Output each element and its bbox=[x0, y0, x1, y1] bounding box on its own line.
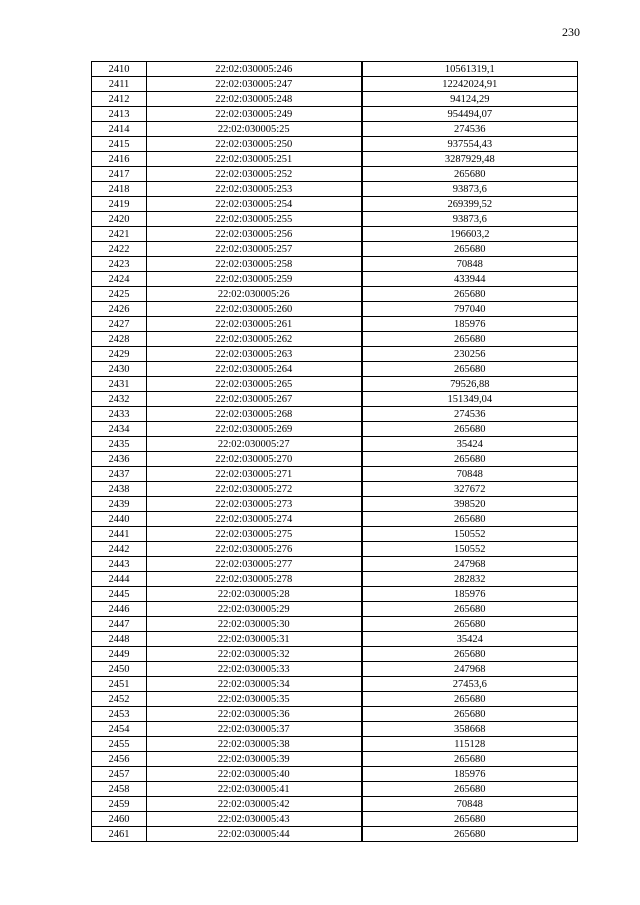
cadastral-value-cell: 274536 bbox=[362, 122, 578, 137]
cadastral-value-cell: 185976 bbox=[362, 587, 578, 602]
table-row bbox=[92, 752, 578, 767]
cadastral-number-cell: 22:02:030005:258 bbox=[147, 257, 362, 272]
cadastral-value-cell: 247968 bbox=[362, 557, 578, 572]
table-row bbox=[92, 617, 578, 632]
cadastral-value-cell: 10561319,1 bbox=[362, 62, 578, 77]
row-number-cell: 2449 bbox=[92, 647, 147, 662]
cadastral-value-cell: 265680 bbox=[362, 692, 578, 707]
row-number-cell: 2458 bbox=[92, 782, 147, 797]
table-row bbox=[92, 602, 578, 617]
row-number-cell: 2436 bbox=[92, 452, 147, 467]
row-number-cell: 2415 bbox=[92, 137, 147, 152]
cadastral-number-cell: 22:02:030005:261 bbox=[147, 317, 362, 332]
cadastral-value-cell: 27453,6 bbox=[362, 677, 578, 692]
cadastral-value-cell: 230256 bbox=[362, 347, 578, 362]
cadastral-value-cell: 274536 bbox=[362, 407, 578, 422]
row-number-cell: 2441 bbox=[92, 527, 147, 542]
cadastral-value-cell: 12242024,91 bbox=[362, 77, 578, 92]
cadastral-value-cell: 93873,6 bbox=[362, 212, 578, 227]
row-number-cell: 2414 bbox=[92, 122, 147, 137]
cadastral-value-cell: 265680 bbox=[362, 617, 578, 632]
cadastral-value-cell: 265680 bbox=[362, 452, 578, 467]
row-number-cell: 2413 bbox=[92, 107, 147, 122]
cadastral-value-cell: 265680 bbox=[362, 167, 578, 182]
cadastral-number-cell: 22:02:030005:40 bbox=[147, 767, 362, 782]
cadastral-number-cell: 22:02:030005:43 bbox=[147, 812, 362, 827]
cadastral-value-cell: 150552 bbox=[362, 542, 578, 557]
cadastral-value-table bbox=[91, 61, 578, 842]
cadastral-number-cell: 22:02:030005:249 bbox=[147, 107, 362, 122]
table-row bbox=[92, 182, 578, 197]
table-row bbox=[92, 467, 578, 482]
row-number-cell: 2448 bbox=[92, 632, 147, 647]
row-number-cell: 2426 bbox=[92, 302, 147, 317]
cadastral-number-cell: 22:02:030005:259 bbox=[147, 272, 362, 287]
row-number-cell: 2450 bbox=[92, 662, 147, 677]
cadastral-value-cell: 265680 bbox=[362, 602, 578, 617]
row-number-cell: 2430 bbox=[92, 362, 147, 377]
cadastral-value-cell: 185976 bbox=[362, 767, 578, 782]
cadastral-value-cell: 265680 bbox=[362, 287, 578, 302]
row-number-cell: 2434 bbox=[92, 422, 147, 437]
row-number-cell: 2416 bbox=[92, 152, 147, 167]
table-row bbox=[92, 542, 578, 557]
cadastral-number-cell: 22:02:030005:262 bbox=[147, 332, 362, 347]
table-row bbox=[92, 197, 578, 212]
table-row bbox=[92, 437, 578, 452]
cadastral-number-cell: 22:02:030005:32 bbox=[147, 647, 362, 662]
row-number-cell: 2459 bbox=[92, 797, 147, 812]
table-row bbox=[92, 782, 578, 797]
row-number-cell: 2452 bbox=[92, 692, 147, 707]
table-row bbox=[92, 332, 578, 347]
row-number-cell: 2447 bbox=[92, 617, 147, 632]
row-number-cell: 2422 bbox=[92, 242, 147, 257]
cadastral-value-cell: 265680 bbox=[362, 707, 578, 722]
table-row bbox=[92, 722, 578, 737]
cadastral-number-cell: 22:02:030005:248 bbox=[147, 92, 362, 107]
cadastral-number-cell: 22:02:030005:278 bbox=[147, 572, 362, 587]
cadastral-value-cell: 70848 bbox=[362, 797, 578, 812]
cadastral-value-cell: 151349,04 bbox=[362, 392, 578, 407]
cadastral-value-cell: 282832 bbox=[362, 572, 578, 587]
cadastral-value-cell: 150552 bbox=[362, 527, 578, 542]
cadastral-number-cell: 22:02:030005:274 bbox=[147, 512, 362, 527]
table-row bbox=[92, 662, 578, 677]
row-number-cell: 2421 bbox=[92, 227, 147, 242]
cadastral-value-cell: 269399,52 bbox=[362, 197, 578, 212]
cadastral-number-cell: 22:02:030005:263 bbox=[147, 347, 362, 362]
table-row bbox=[92, 497, 578, 512]
table-row bbox=[92, 587, 578, 602]
table-row bbox=[92, 737, 578, 752]
cadastral-value-cell: 185976 bbox=[362, 317, 578, 332]
cadastral-number-cell: 22:02:030005:267 bbox=[147, 392, 362, 407]
table-row bbox=[92, 392, 578, 407]
table-row bbox=[92, 227, 578, 242]
table-row bbox=[92, 302, 578, 317]
row-number-cell: 2424 bbox=[92, 272, 147, 287]
cadastral-value-cell: 35424 bbox=[362, 437, 578, 452]
cadastral-number-cell: 22:02:030005:272 bbox=[147, 482, 362, 497]
row-number-cell: 2432 bbox=[92, 392, 147, 407]
cadastral-number-cell: 22:02:030005:27 bbox=[147, 437, 362, 452]
table-row bbox=[92, 362, 578, 377]
table-row bbox=[92, 512, 578, 527]
table-row bbox=[92, 92, 578, 107]
row-number-cell: 2419 bbox=[92, 197, 147, 212]
table-row bbox=[92, 647, 578, 662]
table-row bbox=[92, 62, 578, 77]
table-row bbox=[92, 317, 578, 332]
cadastral-number-cell: 22:02:030005:28 bbox=[147, 587, 362, 602]
cadastral-number-cell: 22:02:030005:275 bbox=[147, 527, 362, 542]
cadastral-value-cell: 937554,43 bbox=[362, 137, 578, 152]
row-number-cell: 2427 bbox=[92, 317, 147, 332]
cadastral-value-cell: 93873,6 bbox=[362, 182, 578, 197]
cadastral-number-cell: 22:02:030005:265 bbox=[147, 377, 362, 392]
cadastral-value-cell: 265680 bbox=[362, 812, 578, 827]
cadastral-number-cell: 22:02:030005:37 bbox=[147, 722, 362, 737]
table-row bbox=[92, 677, 578, 692]
cadastral-value-cell: 3287929,48 bbox=[362, 152, 578, 167]
row-number-cell: 2438 bbox=[92, 482, 147, 497]
table-row bbox=[92, 827, 578, 842]
cadastral-number-cell: 22:02:030005:39 bbox=[147, 752, 362, 767]
cadastral-value-cell: 265680 bbox=[362, 512, 578, 527]
table-row bbox=[92, 287, 578, 302]
cadastral-value-cell: 265680 bbox=[362, 362, 578, 377]
table-row bbox=[92, 527, 578, 542]
cadastral-value-cell: 265680 bbox=[362, 752, 578, 767]
table-row bbox=[92, 107, 578, 122]
cadastral-value-cell: 265680 bbox=[362, 647, 578, 662]
cadastral-value-cell: 35424 bbox=[362, 632, 578, 647]
row-number-cell: 2454 bbox=[92, 722, 147, 737]
table-row bbox=[92, 797, 578, 812]
cadastral-value-cell: 115128 bbox=[362, 737, 578, 752]
row-number-cell: 2444 bbox=[92, 572, 147, 587]
row-number-cell: 2428 bbox=[92, 332, 147, 347]
row-number-cell: 2455 bbox=[92, 737, 147, 752]
cadastral-value-cell: 265680 bbox=[362, 827, 578, 842]
row-number-cell: 2445 bbox=[92, 587, 147, 602]
table-row bbox=[92, 482, 578, 497]
cadastral-value-cell: 265680 bbox=[362, 332, 578, 347]
cadastral-value-cell: 433944 bbox=[362, 272, 578, 287]
row-number-cell: 2461 bbox=[92, 827, 147, 842]
cadastral-number-cell: 22:02:030005:38 bbox=[147, 737, 362, 752]
table-row bbox=[92, 452, 578, 467]
table-row bbox=[92, 122, 578, 137]
row-number-cell: 2412 bbox=[92, 92, 147, 107]
table-row bbox=[92, 557, 578, 572]
row-number-cell: 2437 bbox=[92, 467, 147, 482]
table-row bbox=[92, 692, 578, 707]
cadastral-number-cell: 22:02:030005:270 bbox=[147, 452, 362, 467]
cadastral-value-cell: 70848 bbox=[362, 467, 578, 482]
table-row bbox=[92, 767, 578, 782]
cadastral-number-cell: 22:02:030005:29 bbox=[147, 602, 362, 617]
row-number-cell: 2446 bbox=[92, 602, 147, 617]
table-row bbox=[92, 347, 578, 362]
cadastral-number-cell: 22:02:030005:246 bbox=[147, 62, 362, 77]
row-number-cell: 2411 bbox=[92, 77, 147, 92]
cadastral-value-cell: 398520 bbox=[362, 497, 578, 512]
cadastral-number-cell: 22:02:030005:26 bbox=[147, 287, 362, 302]
cadastral-number-cell: 22:02:030005:271 bbox=[147, 467, 362, 482]
cadastral-number-cell: 22:02:030005:252 bbox=[147, 167, 362, 182]
cadastral-number-cell: 22:02:030005:273 bbox=[147, 497, 362, 512]
cadastral-number-cell: 22:02:030005:257 bbox=[147, 242, 362, 257]
row-number-cell: 2460 bbox=[92, 812, 147, 827]
table-row bbox=[92, 152, 578, 167]
cadastral-number-cell: 22:02:030005:277 bbox=[147, 557, 362, 572]
cadastral-number-cell: 22:02:030005:41 bbox=[147, 782, 362, 797]
cadastral-value-cell: 94124,29 bbox=[362, 92, 578, 107]
cadastral-value-cell: 265680 bbox=[362, 782, 578, 797]
table-row bbox=[92, 77, 578, 92]
table-body bbox=[92, 62, 578, 842]
row-number-cell: 2429 bbox=[92, 347, 147, 362]
row-number-cell: 2433 bbox=[92, 407, 147, 422]
row-number-cell: 2431 bbox=[92, 377, 147, 392]
cadastral-value-cell: 327672 bbox=[362, 482, 578, 497]
table-row bbox=[92, 167, 578, 182]
table-row bbox=[92, 572, 578, 587]
row-number-cell: 2453 bbox=[92, 707, 147, 722]
table-row bbox=[92, 212, 578, 227]
table-row bbox=[92, 812, 578, 827]
row-number-cell: 2456 bbox=[92, 752, 147, 767]
cadastral-value-cell: 265680 bbox=[362, 242, 578, 257]
row-number-cell: 2417 bbox=[92, 167, 147, 182]
cadastral-number-cell: 22:02:030005:44 bbox=[147, 827, 362, 842]
page-number: 230 bbox=[562, 25, 580, 39]
cadastral-number-cell: 22:02:030005:247 bbox=[147, 77, 362, 92]
cadastral-number-cell: 22:02:030005:276 bbox=[147, 542, 362, 557]
cadastral-number-cell: 22:02:030005:251 bbox=[147, 152, 362, 167]
cadastral-number-cell: 22:02:030005:264 bbox=[147, 362, 362, 377]
row-number-cell: 2440 bbox=[92, 512, 147, 527]
row-number-cell: 2410 bbox=[92, 62, 147, 77]
cadastral-number-cell: 22:02:030005:33 bbox=[147, 662, 362, 677]
row-number-cell: 2451 bbox=[92, 677, 147, 692]
cadastral-number-cell: 22:02:030005:36 bbox=[147, 707, 362, 722]
table-row bbox=[92, 137, 578, 152]
cadastral-number-cell: 22:02:030005:31 bbox=[147, 632, 362, 647]
cadastral-value-cell: 70848 bbox=[362, 257, 578, 272]
cadastral-number-cell: 22:02:030005:35 bbox=[147, 692, 362, 707]
row-number-cell: 2420 bbox=[92, 212, 147, 227]
cadastral-number-cell: 22:02:030005:254 bbox=[147, 197, 362, 212]
row-number-cell: 2443 bbox=[92, 557, 147, 572]
cadastral-value-cell: 79526,88 bbox=[362, 377, 578, 392]
cadastral-number-cell: 22:02:030005:260 bbox=[147, 302, 362, 317]
table-row bbox=[92, 407, 578, 422]
cadastral-number-cell: 22:02:030005:268 bbox=[147, 407, 362, 422]
cadastral-number-cell: 22:02:030005:256 bbox=[147, 227, 362, 242]
table-row bbox=[92, 257, 578, 272]
cadastral-number-cell: 22:02:030005:42 bbox=[147, 797, 362, 812]
table-row bbox=[92, 377, 578, 392]
table-row bbox=[92, 242, 578, 257]
table-row bbox=[92, 422, 578, 437]
cadastral-number-cell: 22:02:030005:253 bbox=[147, 182, 362, 197]
cadastral-value-cell: 954494,07 bbox=[362, 107, 578, 122]
cadastral-value-cell: 797040 bbox=[362, 302, 578, 317]
row-number-cell: 2457 bbox=[92, 767, 147, 782]
table-row bbox=[92, 707, 578, 722]
table-row bbox=[92, 632, 578, 647]
cadastral-value-cell: 196603,2 bbox=[362, 227, 578, 242]
cadastral-number-cell: 22:02:030005:269 bbox=[147, 422, 362, 437]
cadastral-value-cell: 358668 bbox=[362, 722, 578, 737]
row-number-cell: 2442 bbox=[92, 542, 147, 557]
cadastral-number-cell: 22:02:030005:250 bbox=[147, 137, 362, 152]
row-number-cell: 2418 bbox=[92, 182, 147, 197]
cadastral-value-cell: 265680 bbox=[362, 422, 578, 437]
cadastral-number-cell: 22:02:030005:255 bbox=[147, 212, 362, 227]
cadastral-number-cell: 22:02:030005:25 bbox=[147, 122, 362, 137]
row-number-cell: 2435 bbox=[92, 437, 147, 452]
row-number-cell: 2439 bbox=[92, 497, 147, 512]
row-number-cell: 2423 bbox=[92, 257, 147, 272]
cadastral-number-cell: 22:02:030005:30 bbox=[147, 617, 362, 632]
row-number-cell: 2425 bbox=[92, 287, 147, 302]
table-row bbox=[92, 272, 578, 287]
cadastral-value-cell: 247968 bbox=[362, 662, 578, 677]
cadastral-number-cell: 22:02:030005:34 bbox=[147, 677, 362, 692]
